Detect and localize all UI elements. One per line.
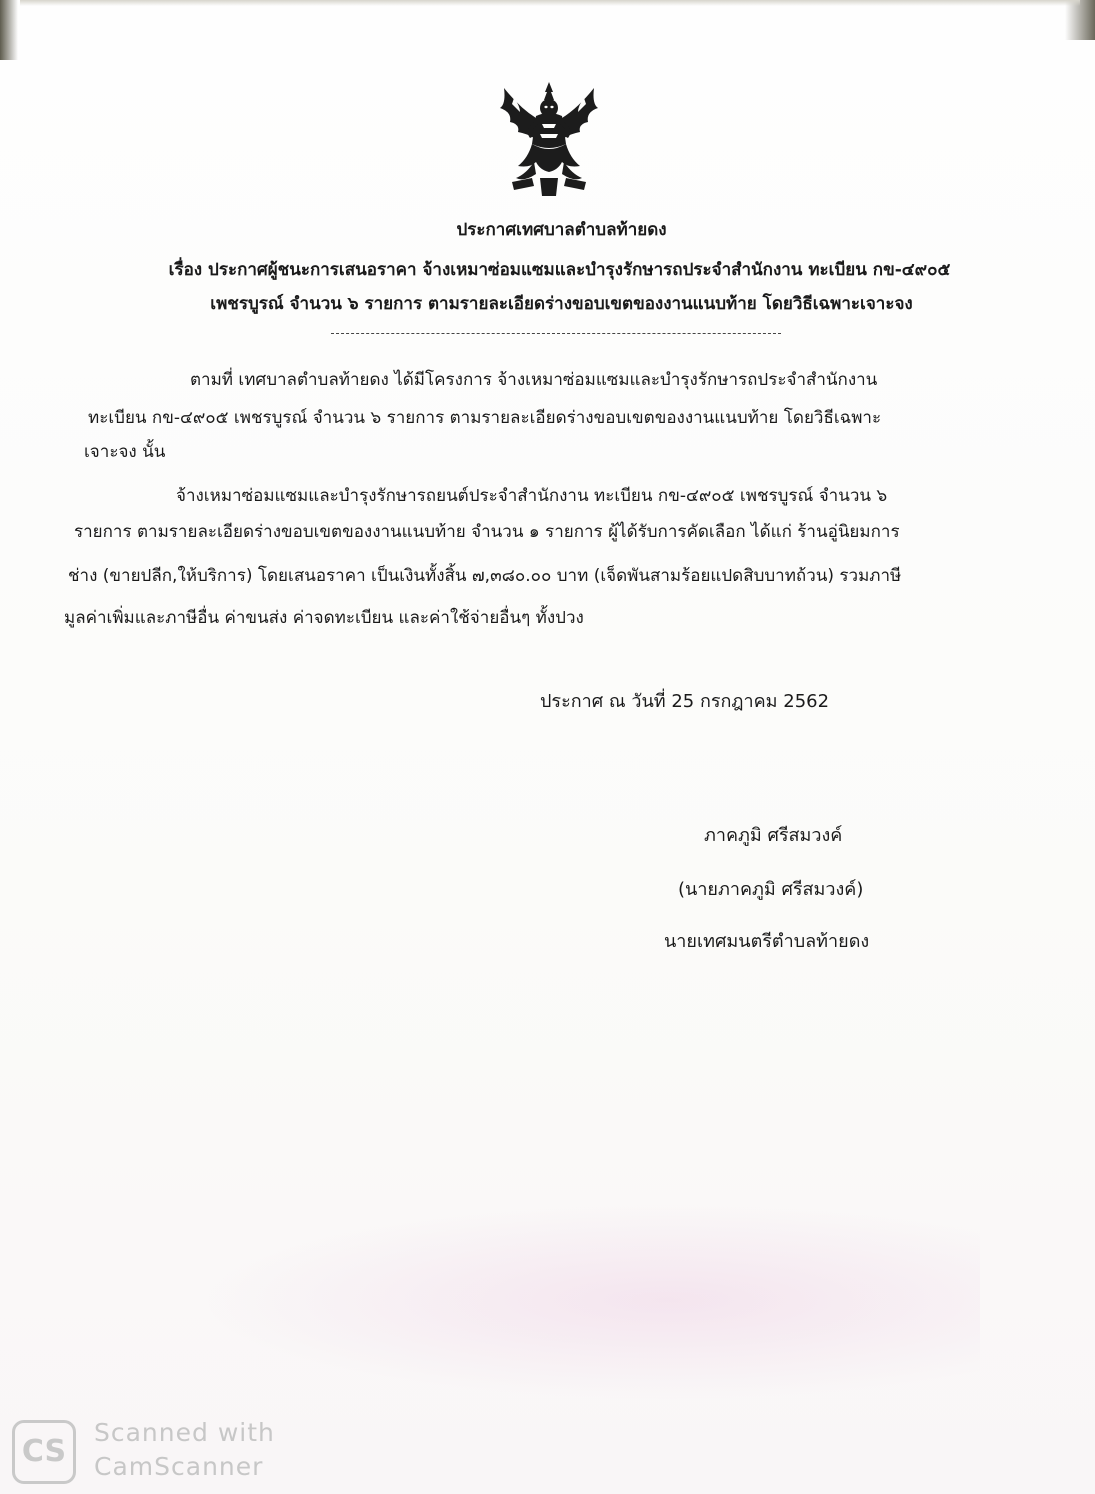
header-divider [331, 333, 781, 334]
signer-name: ภาคภูมิ ศรีสมวงค์ [704, 825, 843, 846]
scan-edge-shadow-left [0, 0, 18, 60]
announce-date: ประกาศ ณ วันที่ 25 กรกฎาคม 2562 [540, 691, 830, 712]
watermark-line-2: CamScanner [94, 1452, 264, 1481]
signer-position: นายเทศมนตรีตำบลท้ายดง [664, 931, 870, 952]
camscanner-logo-icon: CS [12, 1420, 76, 1484]
para2-line4: มูลค่าเพิ่มและภาษีอื่น ค่าขนส่ง ค่าจดทะเบียน และค่าใช้จ่ายอื่นๆ ทั้งปวง [64, 608, 584, 628]
subject-line-2: เพชรบูรณ์ จำนวน ๖ รายการ ตามรายละเอียดร่างขอบเขตของงานแนบท้าย โดยวิธีเฉพาะเจาะจง [210, 294, 913, 314]
para2-line3: ช่าง (ขายปลีก,ให้บริการ) โดยเสนอราคา เป็นเงินทั้งสิ้น ๗,๓๘๐.๐๐ บาท (เจ็ดพันสามร้อยแปดสิบบาทถ้วน) รวมภาษี [68, 566, 902, 586]
agency-title: ประกาศเทศบาลตำบลท้ายดง [456, 220, 667, 240]
signer-printed-name: (นายภาคภูมิ ศรีสมวงค์) [678, 879, 864, 900]
scan-ink-bleed [200, 1200, 980, 1400]
scan-top-edge [20, 0, 1080, 6]
para1-line2: ทะเบียน กข-๔๙๐๕ เพชรบูรณ์ จำนวน ๖ รายการ ตามรายละเอียดร่างขอบเขตของงานแนบท้าย โดยวิธีเฉพาะ [88, 408, 882, 428]
para2-line1: จ้างเหมาซ่อมแซมและบำรุงรักษารถยนต์ประจำสำนักงาน ทะเบียน กข-๔๙๐๕ เพชรบูรณ์ จำนวน ๖ [176, 486, 888, 506]
para1-line3: เจาะจง นั้น [84, 442, 166, 462]
para1-line1: ตามที่ เทศบาลตำบลท้ายดง ได้มีโครงการ จ้างเหมาซ่อมแซมและบำรุงรักษารถประจำสำนักงาน [190, 370, 878, 390]
subject-line-1: เรื่อง ประกาศผู้ชนะการเสนอราคา จ้างเหมาซ่อมแซมและบำรุงรักษารถประจำสำนักงาน ทะเบียน กข-๔๙๐๕ [168, 260, 951, 280]
para2-line2: รายการ ตามรายละเอียดร่างขอบเขตของงานแนบท้าย จำนวน ๑ รายการ ผู้ได้รับการคัดเลือก ได้แก่ ร้านอู่นิยมการ [74, 522, 900, 542]
watermark-line-1: Scanned with [94, 1418, 275, 1447]
garuda-emblem-icon [490, 78, 608, 200]
scan-edge-shadow-right [1065, 0, 1095, 40]
